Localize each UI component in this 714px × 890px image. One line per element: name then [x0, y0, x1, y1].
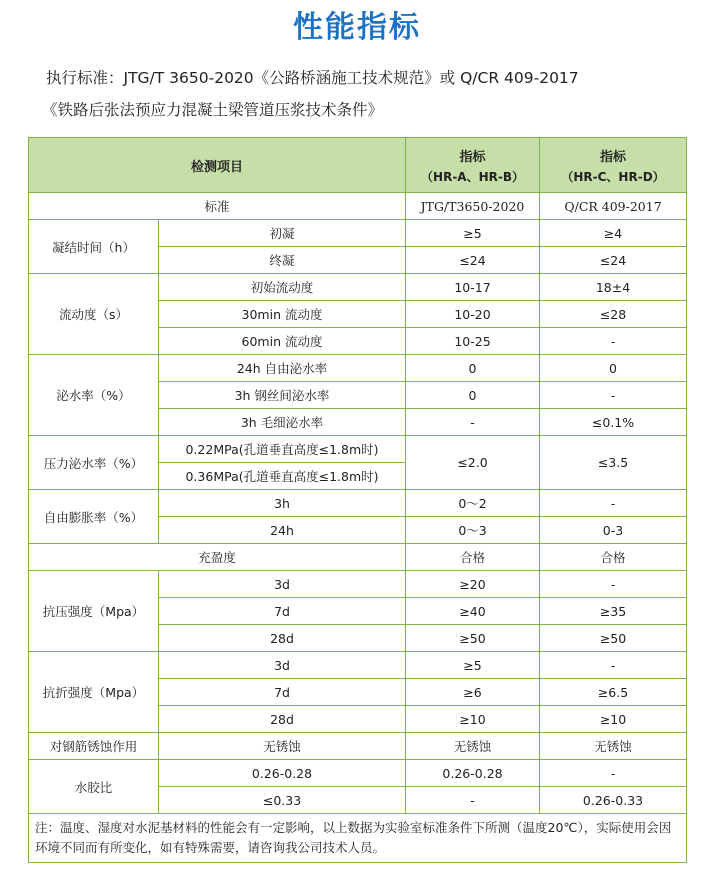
row-label: 初始流动度: [159, 274, 406, 301]
row-col2: 0: [540, 355, 687, 382]
row-label: 60min 流动度: [159, 328, 406, 355]
row-col2: -: [540, 382, 687, 409]
standard-col2: Q/CR 409-2017: [540, 193, 687, 220]
note-row: [29, 814, 687, 863]
row-col1: ≥40: [406, 598, 540, 625]
page-title: 性能指标: [293, 10, 421, 45]
table-row: [29, 544, 687, 571]
row-label: 3h 毛细泌水率: [159, 409, 406, 436]
table-header-row: [29, 138, 687, 193]
row-col2: 0.26-0.33: [540, 787, 687, 814]
row-col1: ≥5: [406, 220, 540, 247]
row-col1: ≥6: [406, 679, 540, 706]
row-col1: 10-20: [406, 301, 540, 328]
row-col1: ≥10: [406, 706, 540, 733]
row-col2: 18±4: [540, 274, 687, 301]
row-label: 3h 钢丝间泌水率: [159, 382, 406, 409]
row-col1: 0～3: [406, 517, 540, 544]
table-row: [29, 274, 687, 301]
table-row: [29, 571, 687, 598]
row-label: 30min 流动度: [159, 301, 406, 328]
row-label: 24h: [159, 517, 406, 544]
standard-col1: JTG/T3650-2020: [406, 193, 540, 220]
standard-label: 标准: [29, 193, 406, 220]
row-col1: 10-25: [406, 328, 540, 355]
row-label: 24h 自由泌水率: [159, 355, 406, 382]
corrosion-col1: 无锈蚀: [406, 733, 540, 760]
row-label: 3d: [159, 652, 406, 679]
row-col1: 0～2: [406, 490, 540, 517]
row-col2: 0-3: [540, 517, 687, 544]
row-col2: -: [540, 571, 687, 598]
row-col1: 0: [406, 382, 540, 409]
row-label: 0.36MPa(孔道垂直高度≤1.8m时): [159, 463, 406, 490]
row-col2: -: [540, 490, 687, 517]
row-label: 0.22MPa(孔道垂直高度≤1.8m时): [159, 436, 406, 463]
fluidity-group: 流动度（s）: [29, 274, 159, 355]
header-item: 检测项目: [29, 138, 406, 193]
standard-line-2: 《铁路后张法预应力混凝土梁管道压浆技术条件》: [42, 101, 384, 119]
row-label: 7d: [159, 679, 406, 706]
header-col2: [540, 138, 687, 193]
row-label: 3h: [159, 490, 406, 517]
row-col1: 0: [406, 355, 540, 382]
bleeding-group: 泌水率（%）: [29, 355, 159, 436]
row-label: 28d: [159, 706, 406, 733]
row-label: ≤0.33: [159, 787, 406, 814]
compressive-group: 抗压强度（Mpa）: [29, 571, 159, 652]
row-col1: 10-17: [406, 274, 540, 301]
corrosion-col2: 无锈蚀: [540, 733, 687, 760]
row-col2: ≤24: [540, 247, 687, 274]
table-row: [29, 490, 687, 517]
row-col2: ≥4: [540, 220, 687, 247]
header-col1: [406, 138, 540, 193]
standard-line-1: 执行标准：JTG/T 3650-2020《公路桥涵施工技术规范》或 Q/CR 409-2017: [46, 69, 579, 87]
row-col2: ≤0.1%: [540, 409, 687, 436]
row-col1: 0.26-0.28: [406, 760, 540, 787]
performance-table: [28, 137, 687, 863]
row-col2: -: [540, 760, 687, 787]
table-row: [29, 193, 687, 220]
setting-time-group: 凝结时间（h）: [29, 220, 159, 274]
row-col2: -: [540, 652, 687, 679]
row-label: 0.26-0.28: [159, 760, 406, 787]
row-label: 7d: [159, 598, 406, 625]
row-col2: ≥6.5: [540, 679, 687, 706]
row-label: 28d: [159, 625, 406, 652]
corrosion-group: 对钢筋锈蚀作用: [29, 733, 159, 760]
table-row: [29, 436, 687, 463]
fullness-label: 充盈度: [29, 544, 406, 571]
header-col1-sub: （HR-A、HR-B）: [421, 169, 524, 184]
pressure-bleeding-col1: ≤2.0: [406, 436, 540, 490]
table-row: [29, 733, 687, 760]
row-col2: ≤28: [540, 301, 687, 328]
row-label: 初凝: [159, 220, 406, 247]
pressure-bleeding-col2: ≤3.5: [540, 436, 687, 490]
row-col2: ≥50: [540, 625, 687, 652]
row-label: 3d: [159, 571, 406, 598]
table-row: [29, 760, 687, 787]
table-row: [29, 220, 687, 247]
row-col1: ≥5: [406, 652, 540, 679]
pressure-bleeding-group: 压力泌水率（%）: [29, 436, 159, 490]
row-col1: ≥20: [406, 571, 540, 598]
table-row: [29, 652, 687, 679]
row-col1: ≥50: [406, 625, 540, 652]
row-col2: ≥35: [540, 598, 687, 625]
row-col2: ≥10: [540, 706, 687, 733]
row-col2: -: [540, 328, 687, 355]
fullness-col1: 合格: [406, 544, 540, 571]
wc-ratio-group: 水胶比: [29, 760, 159, 814]
corrosion-label: 无锈蚀: [159, 733, 406, 760]
row-col1: -: [406, 787, 540, 814]
header-col1-title: 指标: [459, 149, 486, 165]
footnote: 注：温度、湿度对水泥基材料的性能会有一定影响，以上数据为实验室标准条件下所测（温度20℃），实际使用会因环境不同而有所变化，如有特殊需要，请咨询我公司技术人员。: [29, 814, 687, 863]
row-label: 终凝: [159, 247, 406, 274]
flexural-group: 抗折强度（Mpa）: [29, 652, 159, 733]
row-col1: ≤24: [406, 247, 540, 274]
header-col2-sub: （HR-C、HR-D）: [561, 169, 665, 184]
fullness-col2: 合格: [540, 544, 687, 571]
table-row: [29, 355, 687, 382]
header-col2-title: 指标: [600, 149, 627, 165]
free-expansion-group: 自由膨胀率（%）: [29, 490, 159, 544]
row-col1: -: [406, 409, 540, 436]
